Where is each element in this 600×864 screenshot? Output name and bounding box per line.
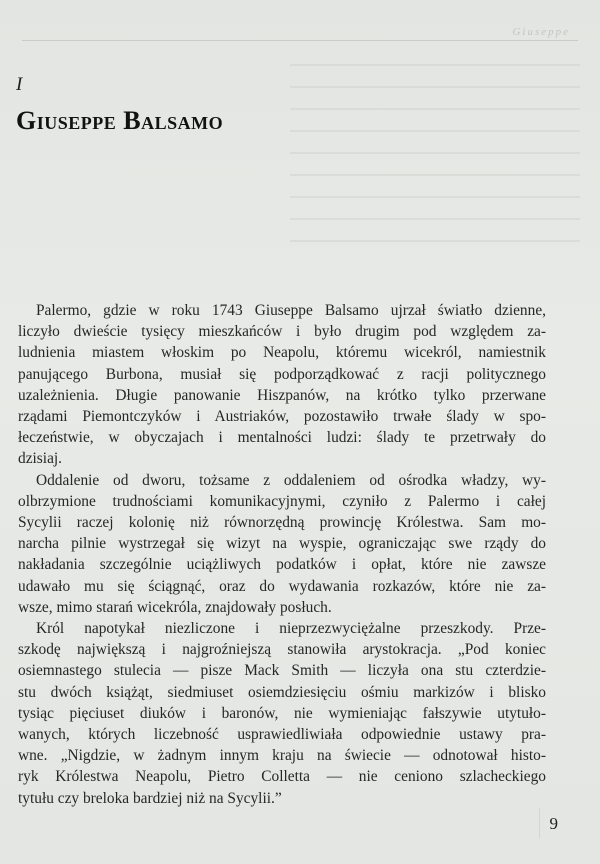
text-line: ludnienia miastem włoskim po Neapolu, któremu wicekról, namiestnik (18, 344, 546, 362)
chapter-title: Giuseppe Balsamo (16, 106, 224, 135)
text-line: tytułu czy breloka bardziej niż na Sycylii.” (18, 789, 282, 807)
paragraph-1 (18, 300, 546, 470)
running-head: Giuseppe (512, 26, 570, 38)
chapter-number: I (16, 74, 23, 95)
text-line: Palermo, gdzie w roku 1743 Giuseppe Balsamo ujrzał światło dzienne, (36, 302, 546, 319)
text-line: panującego Burbona, musiał się podporządkować z racji politycznego (18, 365, 546, 383)
text-line: olbrzymione trudnościami komunikacyjnymi, czyniło z Palermo i całej (18, 492, 546, 510)
text-line: narcha pilnie wystrzegał się wizyt na wyspie, ograniczając swe rządy do (18, 535, 546, 553)
text-line: ryk Królestwa Neapolu, Pietro Colletta — nie ceniono szlacheckiego (18, 768, 546, 786)
text-line: liczyło dwieście tysięcy mieszkańców i było drugim pod względem za- (18, 323, 546, 341)
body-text (18, 300, 546, 809)
page-number-rule (539, 808, 540, 838)
text-line: stu dwóch książąt, siedmiuset osiemdziesięciu ośmiu markizów i blisko (18, 683, 546, 701)
text-line: Oddalenie od dworu, tożsame z oddaleniem od ośrodka władzy, wy- (36, 471, 546, 489)
header-rule (22, 40, 578, 41)
text-line: tysiąc pięciuset diuków i baronów, nie wymieniając fałszywie utytuło- (18, 704, 546, 722)
page-number: 9 (549, 814, 558, 833)
paragraph-3 (18, 618, 546, 809)
text-line: wsze, mimo starań wicekróla, znajdowały posłuch. (18, 598, 332, 616)
text-line: osiemnastego stulecia — pisze Mack Smith — liczyła ona stu czterdzie- (18, 662, 546, 680)
text-line: wanych, których liczebność usprawiedliwiała odpowiednie ustawy pra- (18, 726, 546, 744)
text-line: uzależnienia. Długie panowanie Hiszpanów, na krótko tylko przerwane (18, 386, 546, 404)
text-line: Król napotykał niezliczone i nieprzezwyciężalne przeszkody. Prze- (36, 620, 546, 638)
show-through-shadow (290, 64, 580, 264)
text-line: Sycylii raczej kolonię niż równorzędną prowincję Królestwa. Sam mo- (18, 514, 546, 532)
text-line: nakładania szczególnie uciążliwych podatków i opłat, które nie zawsze (18, 556, 546, 574)
text-line: dzisiaj. (18, 450, 63, 468)
text-line: rządami Piemontczyków i Austriaków, pozostawiło trwałe ślady w spo- (18, 408, 546, 426)
text-line: udawało mu się ściągnąć, oraz do wydawania rozkazów, które nie za- (18, 577, 546, 595)
text-line: wne. „Nigdzie, w żadnym innym kraju na świecie — odnotował histo- (18, 747, 546, 765)
text-line: łeczeństwie, w obyczajach i mentalności ludzi: ślady te przetrwały do (18, 429, 546, 447)
paragraph-2 (18, 470, 546, 618)
text-line: szkodę największą i najgroźniejszą stanowiła arystokracja. „Pod koniec (18, 641, 546, 659)
